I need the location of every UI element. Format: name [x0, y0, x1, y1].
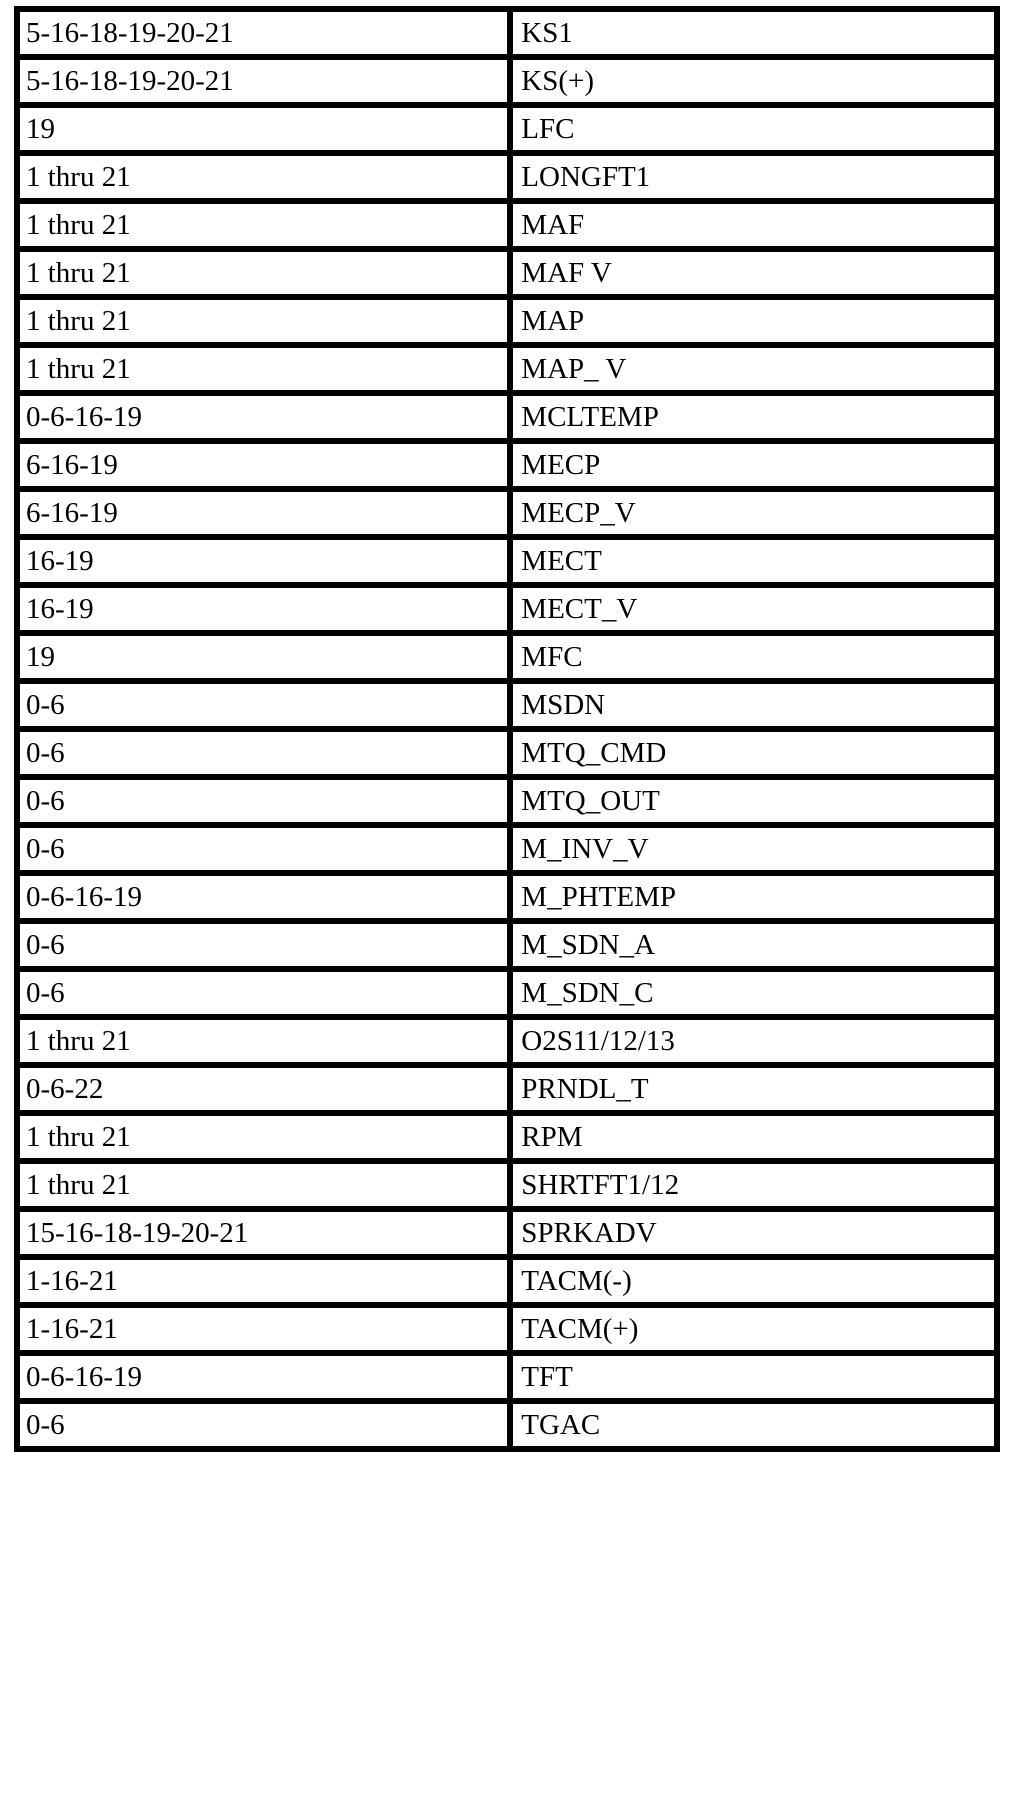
table-row — [17, 1401, 997, 1449]
cell-parameter: MSDN — [510, 681, 997, 729]
cell-conditions: 0-6-16-19 — [17, 1353, 510, 1401]
table-row — [17, 537, 997, 585]
cell-conditions: 1-16-21 — [17, 1257, 510, 1305]
cell-conditions: 1 thru 21 — [17, 249, 510, 297]
cell-conditions: 0-6 — [17, 1401, 510, 1449]
cell-parameter: LONGFT1 — [510, 153, 997, 201]
cell-parameter: MECP_V — [510, 489, 997, 537]
cell-conditions: 0-6 — [17, 729, 510, 777]
cell-parameter: MAP_ V — [510, 345, 997, 393]
table-body — [17, 9, 997, 1449]
cell-conditions: 6-16-19 — [17, 489, 510, 537]
table-row — [17, 441, 997, 489]
cell-conditions: 19 — [17, 633, 510, 681]
table-row — [17, 969, 997, 1017]
table-row — [17, 201, 997, 249]
table-row — [17, 1161, 997, 1209]
cell-parameter: TACM(+) — [510, 1305, 997, 1353]
cell-parameter: MFC — [510, 633, 997, 681]
table-row — [17, 777, 997, 825]
table-row — [17, 393, 997, 441]
table-row — [17, 825, 997, 873]
cell-parameter: TFT — [510, 1353, 997, 1401]
cell-parameter: LFC — [510, 105, 997, 153]
cell-conditions: 1 thru 21 — [17, 1161, 510, 1209]
table-row — [17, 57, 997, 105]
cell-parameter: MAP — [510, 297, 997, 345]
cell-conditions: 1 thru 21 — [17, 153, 510, 201]
cell-conditions: 16-19 — [17, 537, 510, 585]
cell-conditions: 0-6-16-19 — [17, 393, 510, 441]
table-row — [17, 681, 997, 729]
cell-parameter: MECT_V — [510, 585, 997, 633]
table-row — [17, 873, 997, 921]
cell-conditions: 1 thru 21 — [17, 1017, 510, 1065]
cell-conditions: 0-6 — [17, 969, 510, 1017]
table-row — [17, 297, 997, 345]
cell-parameter: KS1 — [510, 9, 997, 57]
cell-parameter: MTQ_CMD — [510, 729, 997, 777]
cell-conditions: 6-16-19 — [17, 441, 510, 489]
cell-conditions: 1 thru 21 — [17, 297, 510, 345]
cell-parameter: M_SDN_C — [510, 969, 997, 1017]
cell-conditions: 0-6 — [17, 777, 510, 825]
cell-parameter: RPM — [510, 1113, 997, 1161]
cell-parameter: MECP — [510, 441, 997, 489]
table-row — [17, 1017, 997, 1065]
cell-conditions: 0-6 — [17, 921, 510, 969]
cell-conditions: 0-6-22 — [17, 1065, 510, 1113]
cell-parameter: TACM(-) — [510, 1257, 997, 1305]
cell-conditions: 1 thru 21 — [17, 345, 510, 393]
cell-parameter: M_INV_V — [510, 825, 997, 873]
data-table — [14, 6, 1000, 1452]
table-row — [17, 345, 997, 393]
cell-parameter: MAF — [510, 201, 997, 249]
cell-conditions: 0-6 — [17, 825, 510, 873]
cell-parameter: MCLTEMP — [510, 393, 997, 441]
cell-parameter: KS(+) — [510, 57, 997, 105]
cell-parameter: TGAC — [510, 1401, 997, 1449]
cell-conditions: 1 thru 21 — [17, 201, 510, 249]
table-row — [17, 153, 997, 201]
cell-conditions: 19 — [17, 105, 510, 153]
cell-conditions: 0-6-16-19 — [17, 873, 510, 921]
cell-parameter: SHRTFT1/12 — [510, 1161, 997, 1209]
table-row — [17, 249, 997, 297]
table-row — [17, 489, 997, 537]
cell-parameter: O2S11/12/13 — [510, 1017, 997, 1065]
cell-conditions: 0-6 — [17, 681, 510, 729]
data-table-container — [14, 6, 1000, 1452]
cell-parameter: MAF V — [510, 249, 997, 297]
table-row — [17, 1065, 997, 1113]
cell-conditions: 1 thru 21 — [17, 1113, 510, 1161]
cell-conditions: 16-19 — [17, 585, 510, 633]
cell-conditions: 1-16-21 — [17, 1305, 510, 1353]
table-row — [17, 1209, 997, 1257]
table-row — [17, 1353, 997, 1401]
cell-parameter: M_SDN_A — [510, 921, 997, 969]
table-row — [17, 9, 997, 57]
cell-parameter: SPRKADV — [510, 1209, 997, 1257]
table-row — [17, 1113, 997, 1161]
table-row — [17, 1257, 997, 1305]
table-row — [17, 1305, 997, 1353]
table-row — [17, 729, 997, 777]
cell-parameter: PRNDL_T — [510, 1065, 997, 1113]
table-row — [17, 921, 997, 969]
table-row — [17, 105, 997, 153]
cell-parameter: M_PHTEMP — [510, 873, 997, 921]
cell-conditions: 5-16-18-19-20-21 — [17, 57, 510, 105]
table-row — [17, 585, 997, 633]
cell-conditions: 5-16-18-19-20-21 — [17, 9, 510, 57]
table-row — [17, 633, 997, 681]
cell-parameter: MECT — [510, 537, 997, 585]
cell-parameter: MTQ_OUT — [510, 777, 997, 825]
cell-conditions: 15-16-18-19-20-21 — [17, 1209, 510, 1257]
